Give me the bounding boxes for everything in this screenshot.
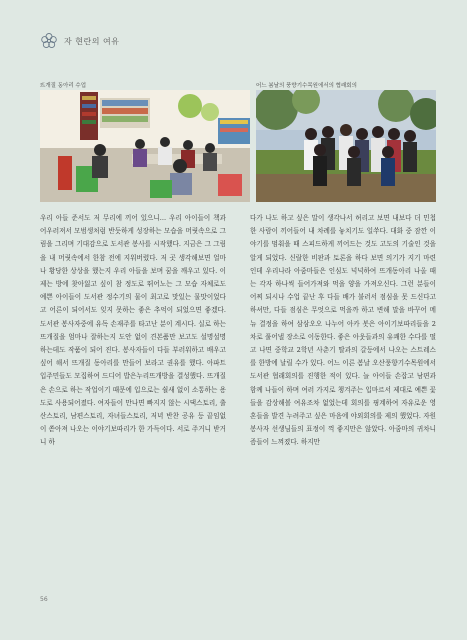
page-number: 56 [40, 596, 48, 603]
flower-icon [40, 32, 58, 50]
right-column [250, 212, 436, 450]
group-photo [256, 90, 436, 202]
photo-caption-left: 뜨개질 동아리 수업 [40, 83, 87, 89]
left-column-text: 우리 아들 준서도 저 무리에 끼어 있으니... 우리 아이들이 책과 어우러져서 모범생처럼 반듯하게 성장하는 모습을 머릿속으로 그림을 그리며 기대감으로 도서관 봉사를 시작했다. 지금은 그 그림을 내 머릿속에서 한참 전에 지워버렸다. 저 곳 생각해보면 얼마나 황당한 상상을 했는지 우리 아들을 보며 꿈을 깨우고 있다. 이제는 방에 찾아잃고 싶이 참 정도로 뛰어노는 그 모습 자체로도 예쁜 아이들이 도서관 정수기의 물이 최고로 맛있는 물맛이었다고 어른이 되어서도 잊지 못하는 좋은 추억이 되었으면 좋겠다. 도서관 봉사자중에 유독 손재주를 타고난 분이 계시다. 실로 하는 뜨개질을 엄마나 잘하는지 도안 없이 견본품만 보고도 설명설명 하는데도 작품이 되어 진다. 봉사자들이 다들 부러워하고 배우고 싶어 해서 뜨개질 동아리를 만들어 보라고 권유를 했다. 아파트 입주민들도 모집하여 드디어 밥은누리뜨개방을 결성했다. 뜨개질은 손으로 하는 작업이기 때문에 입으로는 쉴새 없이 소통하는 용도로 사용되어졌다. 여자들이 만나면 빠지지 않는 시댁스토리, 출산스토리, 남편스토리, 자녀들스토리, 저녁 반찬 공유 등 끝임없이 쏟아져 나오는 이야기보따리가 한 가득이다. 서로 주거니 받거니 하 [40, 214, 226, 447]
article-body [40, 212, 436, 450]
photo-caption-right: 어느 봄날의 풍향기수목원에서의 협래회의 [256, 83, 357, 89]
section-title: 자 현란의 여유 [64, 36, 120, 46]
left-column [40, 212, 226, 450]
right-column-text: 다가 나도 하고 싶은 말이 생각나서 허리고 보면 내보다 더 민첩한 사람이 끼어들어 내 차례를 놓치기도 일쑤다. 대화 중 잠깐 이야기를 멈춰을 때 스피드하게 끼어드는 것도 고도의 기술인 것을 알게 되었다. 신랄한 비판과 토론을 하다 보면 의기가 지기 마련인데 우리나라 아줌마들은 인심도 넉넉하여 뜨개동아리 나올 때는 각자 하나씩 들어가져와 먹을 양을 가져오신다. 그런 분들이 어찌 되시나 수업 끝난 후 다들 배가 불러서 점심을 못 드신다고 하셔만, 다들 점심은 무엇으로 먹을까 하고 변해 말을 바꾸어 메뉴 결정을 하여 삼삼오오 나누어 아카 봇은 아이기보따리들을 2차로 풀어낼 장소로 이동한다. 좋은 아웃들과의 유쾌한 수다를 떨고 나면 중학교 2학년 사춘기 딸과의 갈등에서 나오는 스트레스를 한방에 날릴 수가 있다. 어느 이른 봄날 오산풍향기수목원에서 도서관 협래회의를 진행한 적이 있다. 늘 아이들 손잡고 남편과 함께 나들이 하며 여러 가지로 챙겨주는 입마르서 제대로 예쁜 꽃들을 감상해볼 여유조차 없었는데 회의를 핑계하여 자유로운 영혼들을 발견 누려주고 싶은 마음에 야외회의를 제의 했었다. 자원봉사자 선생님들의 표정이 꺽 좋지만은 않았다. 아줌마의 귀차니즘들이 느껴졌다. 하지만 [250, 214, 436, 447]
page-header [40, 32, 119, 50]
classroom-photo [40, 90, 250, 202]
